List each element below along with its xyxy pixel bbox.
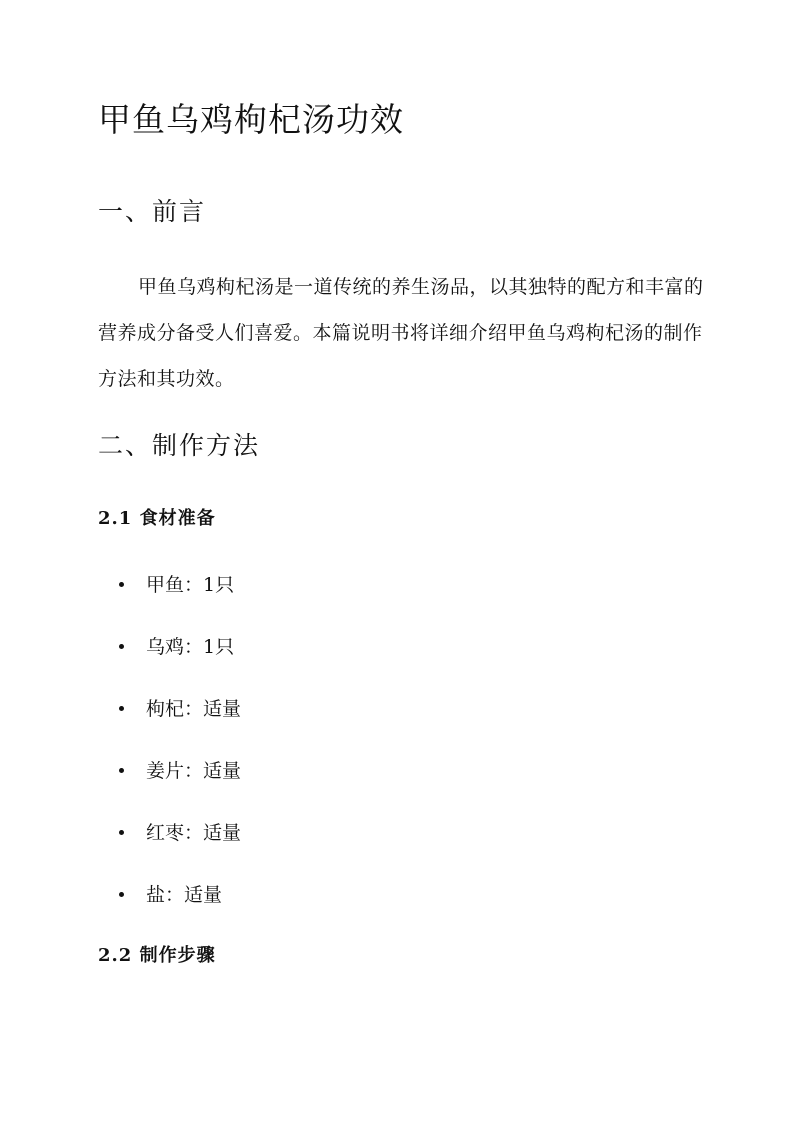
- ingredient-list: [98, 566, 241, 938]
- list-item: [98, 876, 241, 938]
- ingredient-text: 甲鱼：1只: [146, 574, 235, 596]
- list-item: [98, 690, 241, 752]
- list-item: [98, 628, 241, 690]
- document-title: 甲鱼乌鸡枸杞汤功效: [98, 100, 404, 139]
- subsection-heading-steps: 2.2 制作步骤: [98, 945, 216, 966]
- section-heading-method: 二、制作方法: [98, 431, 261, 460]
- list-item: [98, 814, 241, 876]
- section-heading-intro: 一、前言: [98, 197, 207, 226]
- ingredient-text: 红枣：适量: [146, 822, 242, 844]
- subsection-heading-ingredients: 2.1 食材准备: [98, 508, 216, 529]
- bullet-icon: [119, 706, 124, 711]
- bullet-icon: [119, 892, 124, 897]
- intro-paragraph: 甲鱼乌鸡枸杞汤是一道传统的养生汤品，以其独特的配方和丰富的营养成分备受人们喜爱。本篇说明书将详细介绍甲鱼乌鸡枸杞汤的制作方法和其功效。: [98, 276, 704, 390]
- ingredient-text: 姜片：适量: [146, 760, 242, 782]
- ingredient-text: 枸杞：适量: [146, 698, 242, 720]
- bullet-icon: [119, 830, 124, 835]
- ingredient-text: 乌鸡：1只: [146, 636, 235, 658]
- ingredient-text: 盐：适量: [146, 884, 223, 906]
- list-item: [98, 752, 241, 814]
- bullet-icon: [119, 768, 124, 773]
- bullet-icon: [119, 644, 124, 649]
- bullet-icon: [119, 582, 124, 587]
- list-item: [98, 566, 241, 628]
